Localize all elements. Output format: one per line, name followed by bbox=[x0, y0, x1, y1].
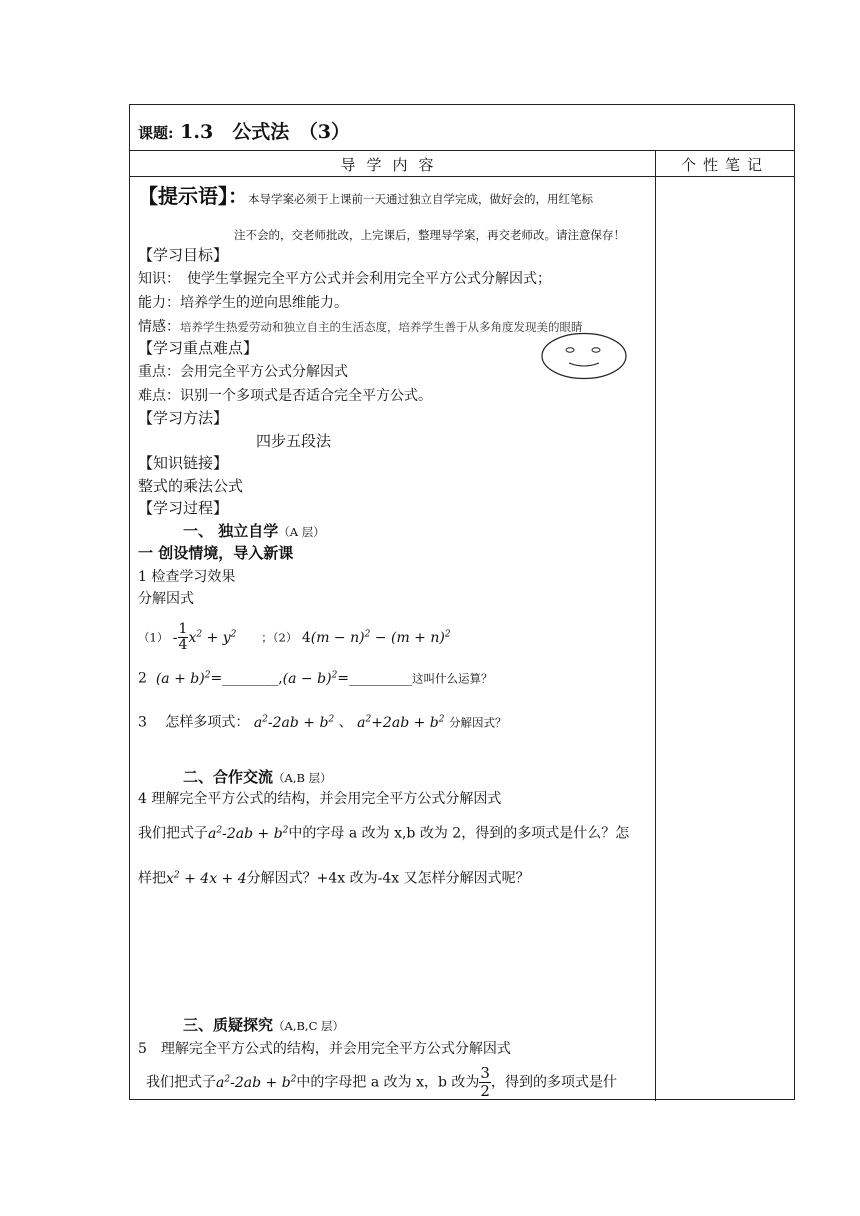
column-divider bbox=[655, 151, 656, 1101]
column-header-row bbox=[130, 151, 794, 177]
keypoint-difficult: 难点：识别一个多项式是否适合完全平方公式。 bbox=[138, 388, 432, 404]
goal-emotion-text: 培养学生热爱劳动和独立自主的生活态度，培养学生善于从多角度发现美的眼睛 bbox=[180, 320, 583, 334]
part1-level: （A 层） bbox=[278, 525, 325, 539]
part3-title bbox=[183, 1015, 344, 1036]
goal-emotion-label: 情感： bbox=[138, 319, 180, 335]
q5-line-c: ，得到的多项式是什 bbox=[490, 1074, 617, 1091]
page-title bbox=[138, 117, 350, 144]
part1-title bbox=[183, 521, 325, 542]
part2-title bbox=[183, 767, 332, 788]
question-5: 5 理解完全平方公式的结构，并会用完全平方公式分解因式 bbox=[138, 1041, 511, 1057]
goal-knowledge: 知识： 使学生掌握完全平方公式并会利用完全平方公式分解因式； bbox=[138, 271, 551, 287]
column-header-notes: 个性笔记 bbox=[680, 156, 769, 174]
method-heading: 【学习方法】 bbox=[138, 409, 229, 427]
goal-emotion bbox=[138, 317, 583, 337]
question-4-line-2 bbox=[138, 865, 530, 889]
title-label: 课题: bbox=[138, 124, 174, 142]
smiley-face-icon bbox=[541, 332, 627, 380]
goals-heading: 【学习目标】 bbox=[138, 246, 229, 264]
part2-title-text: 二、合作交流 bbox=[183, 768, 274, 786]
question-5-line bbox=[146, 1059, 617, 1097]
title-row bbox=[130, 105, 794, 151]
tip-text-1: 本导学案必须于上课前一天通过独立自学完成，做好会的，用红笔标 bbox=[248, 192, 593, 206]
question-4: 4 理解完全平方公式的结构，并会用完全平方公式分解因式 bbox=[138, 791, 502, 807]
q3-suffix: 分解因式？ bbox=[448, 715, 507, 730]
formula-4: $(a - b)^2$ bbox=[282, 670, 338, 687]
formula-7: $a^2-2ab + b^2$ bbox=[208, 825, 289, 842]
sub-heading-1: 一 创设情境，导入新课 bbox=[138, 544, 294, 562]
tip-line-1 bbox=[138, 186, 593, 209]
q4-line1-b: 中的字母 a 改为 x,b 改为 2，得到的多项式是什么？怎 bbox=[288, 825, 630, 842]
question-1: 1 检查学习效果 bbox=[138, 569, 236, 585]
q1-label-1: （1） bbox=[138, 630, 169, 645]
tip-text-2: 注不会的，交老师批改，上完课后，整理导学案，再交老师改。请注意保存！ bbox=[234, 228, 625, 242]
process-heading: 【学习过程】 bbox=[138, 499, 229, 517]
q4-line2-b: 分解因式？+4x 改为-4x 又怎样分解因式呢？ bbox=[246, 870, 530, 887]
q2-suffix: 这叫什么运算？ bbox=[412, 671, 493, 686]
q5-line-b: 中的字母把 a 改为 x，b 改为 bbox=[296, 1074, 480, 1091]
worksheet-table bbox=[129, 104, 795, 1100]
formula-5: $a^2-2ab + b^2$ bbox=[253, 714, 335, 731]
keypoints-heading: 【学习重点难点】 bbox=[138, 339, 259, 357]
q3-separator: 、 bbox=[338, 714, 353, 731]
question-4-line-1 bbox=[138, 820, 629, 844]
question-3 bbox=[138, 709, 506, 733]
part2-level: （A,B 层） bbox=[273, 771, 332, 785]
question-1-sub: 分解因式 bbox=[138, 591, 194, 607]
part3-level: （A,B,C 层） bbox=[273, 1019, 345, 1033]
question-1-formulas bbox=[138, 617, 451, 655]
fraction-three-halves: $\frac{3}{2}$ bbox=[480, 1064, 490, 1097]
title-text: 1.3 公式法 （3） bbox=[180, 121, 350, 143]
main-content bbox=[138, 177, 650, 1097]
link-text: 整式的乘法公式 bbox=[138, 477, 244, 495]
column-header-main: 导学内容 bbox=[340, 156, 445, 174]
formula-3: $(a + b)^2$ bbox=[155, 670, 211, 687]
question-2: 2 $(a + b)^2=\_\_\_\_\_\_\_\_,(a$ − b)$^2$=_________这叫什么运算？ bbox=[138, 670, 493, 687]
method-text: 四步五段法 bbox=[256, 432, 332, 450]
link-heading: 【知识链接】 bbox=[138, 454, 229, 472]
formula-2: $4(m - n)^2 - (m + n)^2$ bbox=[301, 629, 451, 646]
q4-line2-a: 样把 bbox=[138, 870, 166, 887]
q4-line1-a: 我们把式子 bbox=[138, 825, 208, 842]
part3-title-text: 三、质疑探究 bbox=[183, 1016, 274, 1034]
q5-line-a: 我们把式子 bbox=[146, 1074, 216, 1091]
goal-ability: 能力：培养学生的逆向思维能力。 bbox=[138, 295, 348, 311]
q1-separator: ；（2） bbox=[261, 630, 298, 645]
keypoint-key: 重点：会用完全平方公式分解因式 bbox=[138, 364, 348, 380]
formula-1: - $\frac{1}{4}$ $x^2 + y^2$ bbox=[172, 621, 237, 654]
formula-9: $a^2-2ab + b^2$ bbox=[216, 1074, 297, 1091]
q2-number: 2 bbox=[138, 670, 147, 687]
part1-title-text: 一、 独立自学 bbox=[183, 522, 279, 540]
q3-prefix: 3 怎样多项式： bbox=[138, 714, 250, 731]
tip-heading: 【提示语】： bbox=[138, 184, 248, 208]
formula-8: $x^2 + 4x + 4$ bbox=[166, 870, 247, 887]
formula-6: $a^2+2ab + b^2$ bbox=[357, 714, 445, 731]
